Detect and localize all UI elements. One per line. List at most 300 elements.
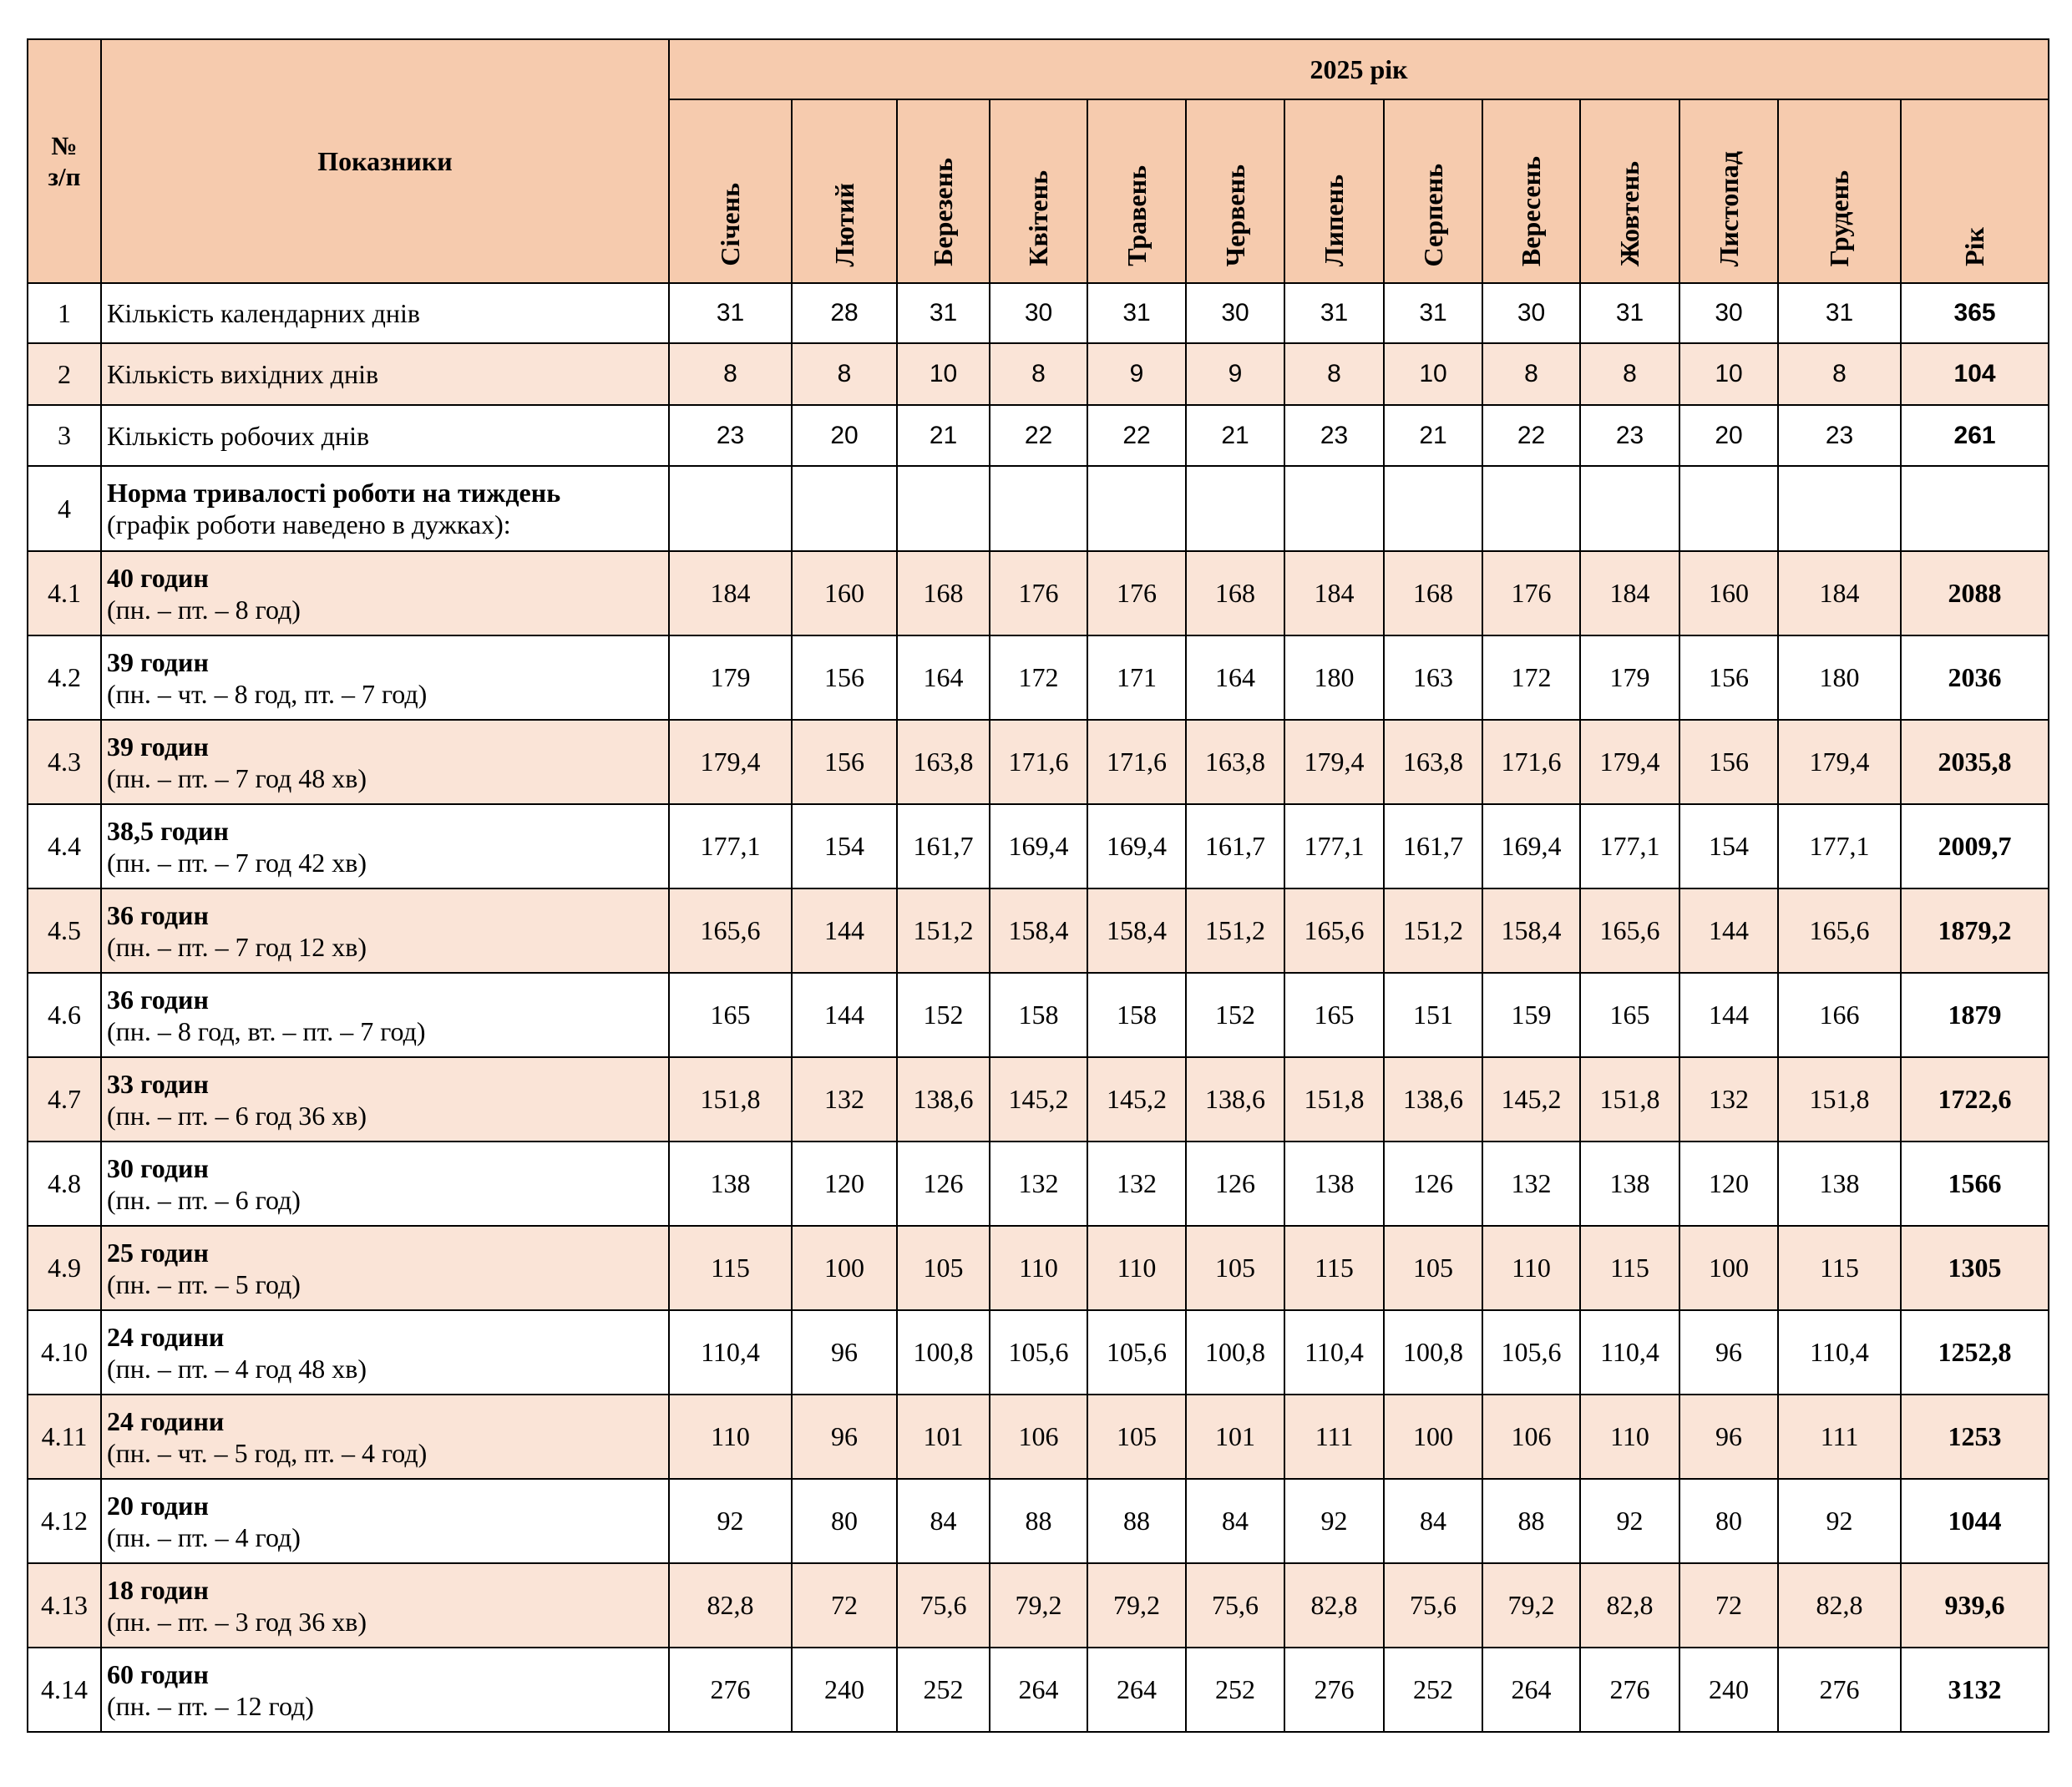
month-value-cell: 161,7 bbox=[1384, 804, 1482, 888]
indicator-schedule: (пн. – пт. – 7 год 12 хв) bbox=[107, 931, 367, 962]
month-value-cell: 84 bbox=[1384, 1479, 1482, 1563]
month-header bbox=[1580, 99, 1679, 283]
month-value-cell: 169,4 bbox=[1087, 804, 1186, 888]
table-row bbox=[28, 973, 2049, 1057]
indicator-schedule: (пн. – пт. – 12 год) bbox=[107, 1690, 314, 1721]
table-row bbox=[28, 1648, 2049, 1732]
indicator-title: Кількість вихідних днів bbox=[107, 359, 379, 389]
month-value-cell: 84 bbox=[897, 1479, 990, 1563]
month-value-cell: 8 bbox=[1284, 343, 1384, 405]
month-value-cell: 132 bbox=[990, 1142, 1087, 1226]
month-value-cell bbox=[1679, 466, 1778, 551]
indicator-title: 25 годин bbox=[107, 1237, 209, 1268]
month-value-cell: 75,6 bbox=[1186, 1563, 1284, 1648]
month-value-cell: 163 bbox=[1384, 635, 1482, 720]
month-value-cell: 169,4 bbox=[990, 804, 1087, 888]
month-value-cell: 144 bbox=[1679, 888, 1778, 973]
indicator-schedule: (пн. – пт. – 6 год 36 хв) bbox=[107, 1100, 367, 1131]
table-body bbox=[28, 283, 2049, 1732]
month-header bbox=[669, 99, 792, 283]
month-value-cell: 176 bbox=[1087, 551, 1186, 635]
indicator-schedule: (пн. – 8 год, вт. – пт. – 7 год) bbox=[107, 1015, 426, 1046]
month-value-cell: 177,1 bbox=[669, 804, 792, 888]
month-value-cell: 96 bbox=[1679, 1395, 1778, 1479]
month-header bbox=[1679, 99, 1778, 283]
month-value-cell: 264 bbox=[1087, 1648, 1186, 1732]
year-total-cell: 2036 bbox=[1901, 635, 2049, 720]
indicator-title: Норма тривалості роботи на тиждень bbox=[107, 478, 561, 508]
month-value-cell: 8 bbox=[669, 343, 792, 405]
month-value-cell: 156 bbox=[792, 720, 897, 804]
month-value-cell: 179 bbox=[669, 635, 792, 720]
table-row bbox=[28, 804, 2049, 888]
month-value-cell: 171,6 bbox=[1482, 720, 1580, 804]
month-value-cell: 126 bbox=[1384, 1142, 1482, 1226]
month-label: Березень bbox=[928, 158, 958, 266]
indicator-title: Кількість робочих днів bbox=[107, 420, 370, 451]
row-number: 4.7 bbox=[28, 1057, 101, 1142]
month-header bbox=[897, 99, 990, 283]
indicator-cell bbox=[101, 343, 669, 405]
row-number: 4.12 bbox=[28, 1479, 101, 1563]
year-total-cell: 104 bbox=[1901, 343, 2049, 405]
month-value-cell: 165,6 bbox=[1580, 888, 1679, 973]
month-value-cell: 165 bbox=[1284, 973, 1384, 1057]
indicator-schedule: (пн. – пт. – 7 год 48 хв) bbox=[107, 762, 367, 793]
table-row bbox=[28, 551, 2049, 635]
month-value-cell: 144 bbox=[1679, 973, 1778, 1057]
month-value-cell: 172 bbox=[1482, 635, 1580, 720]
table-row bbox=[28, 466, 2049, 551]
month-value-cell: 151,8 bbox=[1580, 1057, 1679, 1142]
month-value-cell: 176 bbox=[990, 551, 1087, 635]
month-value-cell: 100 bbox=[792, 1226, 897, 1310]
month-value-cell: 168 bbox=[897, 551, 990, 635]
table-row bbox=[28, 720, 2049, 804]
year-total-cell: 365 bbox=[1901, 283, 2049, 343]
indicator-header-label: Показники bbox=[317, 145, 453, 176]
month-value-cell: 20 bbox=[792, 405, 897, 466]
month-value-cell: 79,2 bbox=[1482, 1563, 1580, 1648]
year-header-label: 2025 рік bbox=[1310, 53, 1408, 84]
month-value-cell: 23 bbox=[1284, 405, 1384, 466]
table-row bbox=[28, 1395, 2049, 1479]
month-value-cell: 82,8 bbox=[1778, 1563, 1901, 1648]
month-value-cell: 8 bbox=[1778, 343, 1901, 405]
month-value-cell: 31 bbox=[1580, 283, 1679, 343]
month-value-cell: 30 bbox=[1186, 283, 1284, 343]
row-number: 4.13 bbox=[28, 1563, 101, 1648]
indicator-schedule: (пн. – пт. – 5 год) bbox=[107, 1268, 301, 1299]
month-value-cell: 158,4 bbox=[1482, 888, 1580, 973]
month-value-cell: 145,2 bbox=[1482, 1057, 1580, 1142]
month-value-cell: 264 bbox=[1482, 1648, 1580, 1732]
month-value-cell: 151,2 bbox=[1186, 888, 1284, 973]
month-value-cell: 110 bbox=[669, 1395, 792, 1479]
month-value-cell: 138,6 bbox=[1384, 1057, 1482, 1142]
month-value-cell: 144 bbox=[792, 973, 897, 1057]
month-header bbox=[1087, 99, 1186, 283]
month-value-cell bbox=[1284, 466, 1384, 551]
month-value-cell: 23 bbox=[1778, 405, 1901, 466]
month-value-cell: 165,6 bbox=[1778, 888, 1901, 973]
month-value-cell: 132 bbox=[1087, 1142, 1186, 1226]
month-value-cell bbox=[669, 466, 792, 551]
month-value-cell: 31 bbox=[897, 283, 990, 343]
month-value-cell: 138 bbox=[1580, 1142, 1679, 1226]
month-value-cell: 31 bbox=[1384, 283, 1482, 343]
month-value-cell: 161,7 bbox=[897, 804, 990, 888]
indicator-cell bbox=[101, 551, 669, 635]
indicator-title: 36 годин bbox=[107, 899, 209, 930]
month-value-cell: 115 bbox=[669, 1226, 792, 1310]
month-value-cell: 75,6 bbox=[1384, 1563, 1482, 1648]
month-value-cell: 156 bbox=[792, 635, 897, 720]
month-label: Січень bbox=[715, 183, 745, 266]
indicator-cell bbox=[101, 1563, 669, 1648]
month-value-cell: 111 bbox=[1778, 1395, 1901, 1479]
month-value-cell: 105 bbox=[1384, 1226, 1482, 1310]
month-label: Червень bbox=[1219, 164, 1250, 266]
indicator-title: 36 годин bbox=[107, 984, 209, 1015]
month-value-cell: 8 bbox=[792, 343, 897, 405]
month-value-cell: 96 bbox=[792, 1310, 897, 1395]
year-header bbox=[669, 39, 2049, 99]
month-value-cell: 100 bbox=[1384, 1395, 1482, 1479]
work-hours-table bbox=[27, 38, 2049, 1733]
indicator-title: 33 годин bbox=[107, 1068, 209, 1099]
indicator-schedule: (пн. – пт. – 7 год 42 хв) bbox=[107, 847, 367, 878]
year-total-cell: 2009,7 bbox=[1901, 804, 2049, 888]
month-value-cell: 240 bbox=[792, 1648, 897, 1732]
row-number: 4.2 bbox=[28, 635, 101, 720]
month-value-cell: 30 bbox=[1482, 283, 1580, 343]
table-row bbox=[28, 1479, 2049, 1563]
month-value-cell: 20 bbox=[1679, 405, 1778, 466]
month-value-cell: 152 bbox=[1186, 973, 1284, 1057]
month-value-cell bbox=[1087, 466, 1186, 551]
year-total-cell: 3132 bbox=[1901, 1648, 2049, 1732]
month-value-cell: 240 bbox=[1679, 1648, 1778, 1732]
month-value-cell: 163,8 bbox=[1186, 720, 1284, 804]
table-row bbox=[28, 888, 2049, 973]
month-label: Листопад bbox=[1713, 150, 1744, 266]
month-value-cell: 154 bbox=[1679, 804, 1778, 888]
month-value-cell: 161,7 bbox=[1186, 804, 1284, 888]
row-number: 4.14 bbox=[28, 1648, 101, 1732]
month-value-cell: 168 bbox=[1384, 551, 1482, 635]
month-value-cell: 31 bbox=[1778, 283, 1901, 343]
year-total-cell: 1879 bbox=[1901, 973, 2049, 1057]
month-value-cell bbox=[792, 466, 897, 551]
month-value-cell: 92 bbox=[1778, 1479, 1901, 1563]
month-value-cell: 100,8 bbox=[897, 1310, 990, 1395]
indicator-cell bbox=[101, 888, 669, 973]
month-value-cell: 164 bbox=[1186, 635, 1284, 720]
month-value-cell: 169,4 bbox=[1482, 804, 1580, 888]
month-value-cell: 184 bbox=[669, 551, 792, 635]
year-total-cell: 1879,2 bbox=[1901, 888, 2049, 973]
month-value-cell: 110,4 bbox=[1284, 1310, 1384, 1395]
month-value-cell: 171 bbox=[1087, 635, 1186, 720]
month-value-cell: 21 bbox=[1384, 405, 1482, 466]
month-value-cell: 100 bbox=[1679, 1226, 1778, 1310]
month-value-cell: 31 bbox=[1284, 283, 1384, 343]
month-value-cell: 31 bbox=[1087, 283, 1186, 343]
month-label: Квітень bbox=[1023, 170, 1053, 266]
row-number: 4 bbox=[28, 466, 101, 551]
month-value-cell bbox=[1580, 466, 1679, 551]
indicator-cell bbox=[101, 1057, 669, 1142]
table-row bbox=[28, 1142, 2049, 1226]
month-value-cell: 163,8 bbox=[1384, 720, 1482, 804]
month-value-cell: 80 bbox=[792, 1479, 897, 1563]
month-value-cell: 156 bbox=[1679, 635, 1778, 720]
month-value-cell: 10 bbox=[1679, 343, 1778, 405]
year-total-cell: 2035,8 bbox=[1901, 720, 2049, 804]
indicator-title: 39 годин bbox=[107, 646, 209, 677]
year-total-cell: 1305 bbox=[1901, 1226, 2049, 1310]
month-value-cell: 115 bbox=[1580, 1226, 1679, 1310]
month-value-cell: 184 bbox=[1580, 551, 1679, 635]
month-value-cell: 92 bbox=[669, 1479, 792, 1563]
month-label: Жовтень bbox=[1614, 160, 1644, 266]
month-value-cell: 158,4 bbox=[990, 888, 1087, 973]
month-label: Травень bbox=[1121, 165, 1152, 266]
month-value-cell: 101 bbox=[1186, 1395, 1284, 1479]
month-value-cell: 110 bbox=[1482, 1226, 1580, 1310]
month-value-cell: 151 bbox=[1384, 973, 1482, 1057]
month-value-cell: 152 bbox=[897, 973, 990, 1057]
month-value-cell: 180 bbox=[1778, 635, 1901, 720]
month-label: Грудень bbox=[1824, 170, 1854, 266]
month-value-cell: 179,4 bbox=[1778, 720, 1901, 804]
month-value-cell: 158 bbox=[1087, 973, 1186, 1057]
month-value-cell: 138 bbox=[1284, 1142, 1384, 1226]
month-value-cell: 82,8 bbox=[1284, 1563, 1384, 1648]
month-value-cell: 132 bbox=[1679, 1057, 1778, 1142]
indicator-cell bbox=[101, 1395, 669, 1479]
indicator-title: 30 годин bbox=[107, 1152, 209, 1183]
indicator-schedule: (пн. – пт. – 4 год) bbox=[107, 1521, 301, 1552]
month-value-cell: 8 bbox=[1482, 343, 1580, 405]
indicator-cell bbox=[101, 720, 669, 804]
row-number: 4.9 bbox=[28, 1226, 101, 1310]
month-value-cell: 21 bbox=[897, 405, 990, 466]
month-value-cell: 75,6 bbox=[897, 1563, 990, 1648]
month-value-cell: 72 bbox=[792, 1563, 897, 1648]
indicator-cell bbox=[101, 804, 669, 888]
table-row bbox=[28, 1226, 2049, 1310]
month-value-cell: 132 bbox=[1482, 1142, 1580, 1226]
month-header bbox=[1482, 99, 1580, 283]
month-value-cell: 165 bbox=[669, 973, 792, 1057]
month-value-cell bbox=[1186, 466, 1284, 551]
month-value-cell: 92 bbox=[1284, 1479, 1384, 1563]
month-value-cell bbox=[1778, 466, 1901, 551]
row-number: 1 bbox=[28, 283, 101, 343]
month-value-cell: 179,4 bbox=[1580, 720, 1679, 804]
indicator-title: 24 години bbox=[107, 1321, 225, 1352]
month-value-cell: 22 bbox=[1087, 405, 1186, 466]
month-value-cell: 165,6 bbox=[1284, 888, 1384, 973]
table-row bbox=[28, 1057, 2049, 1142]
indicator-title: Кількість календарних днів bbox=[107, 298, 420, 328]
month-value-cell: 82,8 bbox=[1580, 1563, 1679, 1648]
month-label: Лютий bbox=[828, 182, 859, 266]
month-value-cell: 82,8 bbox=[669, 1563, 792, 1648]
indicator-title: 40 годин bbox=[107, 562, 209, 593]
month-value-cell: 10 bbox=[1384, 343, 1482, 405]
month-value-cell: 160 bbox=[792, 551, 897, 635]
row-number: 4.4 bbox=[28, 804, 101, 888]
indicator-title: 39 годин bbox=[107, 731, 209, 762]
month-value-cell: 138,6 bbox=[1186, 1057, 1284, 1142]
indicator-title: 24 години bbox=[107, 1405, 225, 1436]
month-value-cell: 138,6 bbox=[897, 1057, 990, 1142]
month-value-cell: 180 bbox=[1284, 635, 1384, 720]
year-total-cell: 261 bbox=[1901, 405, 2049, 466]
month-value-cell: 111 bbox=[1284, 1395, 1384, 1479]
year-total-cell: 1252,8 bbox=[1901, 1310, 2049, 1395]
month-value-cell bbox=[1482, 466, 1580, 551]
indicator-schedule: (пн. – чт. – 8 год, пт. – 7 год) bbox=[107, 678, 428, 709]
month-value-cell: 177,1 bbox=[1284, 804, 1384, 888]
indicator-schedule: (пн. – пт. – 6 год) bbox=[107, 1184, 301, 1215]
indicator-schedule: (пн. – чт. – 5 год, пт. – 4 год) bbox=[107, 1437, 428, 1468]
indicator-schedule: (графік роботи наведено в дужках): bbox=[107, 509, 511, 539]
month-value-cell: 264 bbox=[990, 1648, 1087, 1732]
row-number: 4.11 bbox=[28, 1395, 101, 1479]
month-value-cell: 156 bbox=[1679, 720, 1778, 804]
month-header bbox=[1186, 99, 1284, 283]
month-value-cell: 151,2 bbox=[897, 888, 990, 973]
indicator-cell bbox=[101, 1310, 669, 1395]
month-value-cell: 105,6 bbox=[990, 1310, 1087, 1395]
indicator-cell bbox=[101, 466, 669, 551]
row-number: 4.1 bbox=[28, 551, 101, 635]
month-value-cell bbox=[990, 466, 1087, 551]
month-value-cell: 79,2 bbox=[1087, 1563, 1186, 1648]
month-value-cell: 105 bbox=[897, 1226, 990, 1310]
indicator-header bbox=[101, 39, 669, 283]
indicator-title: 20 годин bbox=[107, 1490, 209, 1521]
number-header-label: № з/п bbox=[48, 131, 81, 191]
row-number: 2 bbox=[28, 343, 101, 405]
month-value-cell: 110 bbox=[1087, 1226, 1186, 1310]
indicator-title: 18 годин bbox=[107, 1574, 209, 1605]
month-header bbox=[1384, 99, 1482, 283]
month-value-cell: 106 bbox=[990, 1395, 1087, 1479]
month-value-cell: 126 bbox=[1186, 1142, 1284, 1226]
month-value-cell: 120 bbox=[792, 1142, 897, 1226]
month-header bbox=[792, 99, 897, 283]
month-value-cell: 171,6 bbox=[990, 720, 1087, 804]
month-value-cell: 10 bbox=[897, 343, 990, 405]
month-value-cell: 23 bbox=[669, 405, 792, 466]
month-value-cell: 172 bbox=[990, 635, 1087, 720]
month-value-cell: 105 bbox=[1087, 1395, 1186, 1479]
indicator-cell bbox=[101, 1479, 669, 1563]
month-value-cell: 115 bbox=[1284, 1226, 1384, 1310]
month-value-cell: 105,6 bbox=[1087, 1310, 1186, 1395]
month-header bbox=[1778, 99, 1901, 283]
month-value-cell: 177,1 bbox=[1778, 804, 1901, 888]
month-value-cell: 22 bbox=[990, 405, 1087, 466]
row-number: 4.5 bbox=[28, 888, 101, 973]
year-total-cell: 1044 bbox=[1901, 1479, 2049, 1563]
month-value-cell: 88 bbox=[1087, 1479, 1186, 1563]
month-value-cell: 110,4 bbox=[1580, 1310, 1679, 1395]
year-total-cell: 939,6 bbox=[1901, 1563, 2049, 1648]
month-value-cell: 252 bbox=[897, 1648, 990, 1732]
year-total-cell: 1566 bbox=[1901, 1142, 2049, 1226]
number-header bbox=[28, 39, 101, 283]
month-value-cell: 179,4 bbox=[669, 720, 792, 804]
month-value-cell: 252 bbox=[1384, 1648, 1482, 1732]
month-value-cell: 110,4 bbox=[1778, 1310, 1901, 1395]
indicator-title: 60 годин bbox=[107, 1658, 209, 1689]
month-value-cell: 132 bbox=[792, 1057, 897, 1142]
month-value-cell: 9 bbox=[1087, 343, 1186, 405]
month-value-cell: 79,2 bbox=[990, 1563, 1087, 1648]
month-value-cell: 31 bbox=[669, 283, 792, 343]
table-row bbox=[28, 283, 2049, 343]
indicator-cell bbox=[101, 1226, 669, 1310]
indicator-schedule: (пн. – пт. – 3 год 36 хв) bbox=[107, 1606, 367, 1637]
year-total-cell: 2088 bbox=[1901, 551, 2049, 635]
month-value-cell: 92 bbox=[1580, 1479, 1679, 1563]
row-number: 3 bbox=[28, 405, 101, 466]
indicator-title: 38,5 годин bbox=[107, 815, 229, 846]
table-row bbox=[28, 1310, 2049, 1395]
month-value-cell: 23 bbox=[1580, 405, 1679, 466]
row-number: 4.10 bbox=[28, 1310, 101, 1395]
month-value-cell: 110 bbox=[990, 1226, 1087, 1310]
month-value-cell bbox=[1384, 466, 1482, 551]
month-value-cell: 165 bbox=[1580, 973, 1679, 1057]
year-total-cell bbox=[1901, 466, 2049, 551]
month-value-cell: 165,6 bbox=[669, 888, 792, 973]
month-value-cell: 151,8 bbox=[1778, 1057, 1901, 1142]
month-value-cell: 96 bbox=[1679, 1310, 1778, 1395]
month-value-cell: 179 bbox=[1580, 635, 1679, 720]
month-label: Серпень bbox=[1417, 163, 1448, 266]
month-label: Рік bbox=[1959, 227, 1990, 266]
month-value-cell: 105,6 bbox=[1482, 1310, 1580, 1395]
month-header-year bbox=[1901, 99, 2049, 283]
month-value-cell: 126 bbox=[897, 1142, 990, 1226]
month-value-cell: 72 bbox=[1679, 1563, 1778, 1648]
indicator-cell bbox=[101, 635, 669, 720]
month-value-cell: 21 bbox=[1186, 405, 1284, 466]
year-total-cell: 1722,6 bbox=[1901, 1057, 2049, 1142]
month-value-cell: 105 bbox=[1186, 1226, 1284, 1310]
month-value-cell: 154 bbox=[792, 804, 897, 888]
table-row bbox=[28, 405, 2049, 466]
year-total-cell: 1253 bbox=[1901, 1395, 2049, 1479]
month-value-cell: 276 bbox=[1284, 1648, 1384, 1732]
month-value-cell: 138 bbox=[669, 1142, 792, 1226]
month-value-cell: 115 bbox=[1778, 1226, 1901, 1310]
row-number: 4.3 bbox=[28, 720, 101, 804]
month-value-cell: 106 bbox=[1482, 1395, 1580, 1479]
month-value-cell: 151,8 bbox=[669, 1057, 792, 1142]
indicator-schedule: (пн. – пт. – 4 год 48 хв) bbox=[107, 1353, 367, 1384]
month-value-cell: 8 bbox=[990, 343, 1087, 405]
month-value-cell: 110 bbox=[1580, 1395, 1679, 1479]
month-value-cell: 164 bbox=[897, 635, 990, 720]
